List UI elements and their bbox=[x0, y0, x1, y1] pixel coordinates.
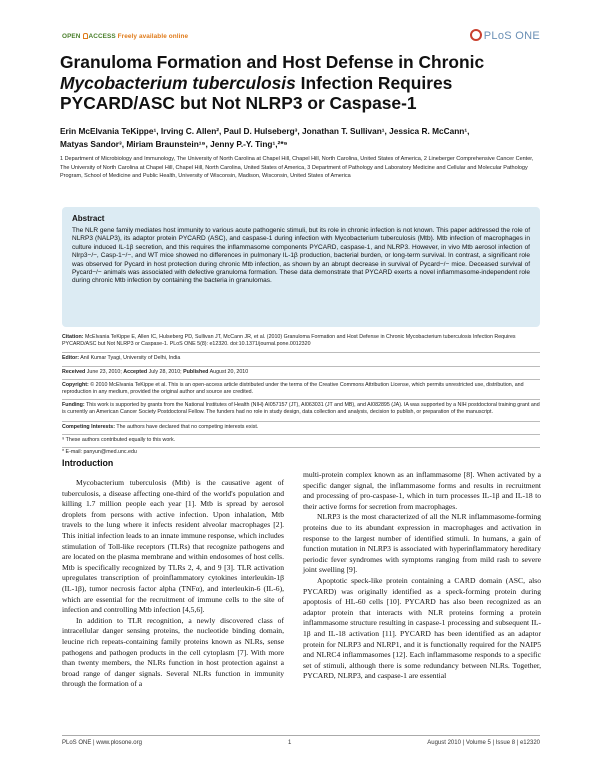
footer-journal-url[interactable]: PLoS ONE | www.plosone.org bbox=[62, 740, 142, 746]
section-heading-introduction: Introduction bbox=[62, 458, 114, 468]
author-list: Erin McElvania TeKippe¹, Irving C. Allen², Paul D. Hulseberg³, Jonathan T. Sullivan¹, Jessica R. McCann¹, Matyas Sandor³, Miriam Braunstein¹⁹, Jenny P.-Y. Ting¹,²*⁹ bbox=[60, 126, 470, 149]
open-lock-icon bbox=[83, 33, 88, 39]
plos-one-logo[interactable]: PLoS ONE bbox=[470, 29, 540, 42]
divider bbox=[62, 379, 540, 380]
editor: Editor: Anil Kumar Tyagi, University of Delhi, India bbox=[62, 355, 181, 361]
paragraph: Apoptotic speck-like protein containing a CARD domain (ASC, also PYCARD) was originally identified as a speck-forming protein during apoptosis of HL-60 cells [10]. PYCARD has also been recognized as an adaptor protein that interacts with NLR proteins forming a protein inflammasome structure resulting in caspase-1 processing and subsequent IL-1β and IL-18 activation [11]. PYCARD has been identified as an adaptor protein for NLRP3 and NLRP1, and it is functionally required for the NAIP5 and NLRC4 inflammasomes [12]. Each inflammasome responds to a specific set of stimuli, although there is some redundancy between NLRs. Together, PYCARD, NLRP3, and caspase-1 are essential bbox=[303, 575, 541, 681]
paragraph: multi-protein complex known as an inflammasome [8]. When activated by a specific danger signal, the inflammasome forms and results in recruitment and processing of pro-caspase-1, which in turn processes IL-1β and IL-18 to their active forms for secretion from macrophages. bbox=[303, 470, 541, 511]
open-access-badge[interactable]: OPEN ACCESS Freely available online bbox=[62, 33, 189, 40]
dates: Received June 23, 2010; Accepted July 28, 2010; Published August 20, 2010 bbox=[62, 369, 249, 375]
body-column-left bbox=[62, 478, 284, 690]
article-title: Granuloma Formation and Host Defense in Chronic Mycobacterium tuberculosis Infection Requires PYCARD/ASC but Not NLRP3 or Caspase-1 bbox=[60, 52, 485, 113]
funding: Funding: This work is supported by grants from the National Institutes of Health (NIH) AI057157 (JT), AI063031 (JT and MB), and AI082895 (JA). IA was supported by a NIH postdoctoral training grant and is currently an American Cancer Society Postdoctoral Fellow. The funders had no role in study design, data collection and analysis, decision to publish, or preparation of the manuscript. bbox=[62, 402, 540, 416]
divider bbox=[62, 434, 540, 435]
copyright: Copyright: © 2010 McElvania TeKippe et al. This is an open-access article distributed under the terms of the Creative Commons Attribution License, which permits unrestricted use, distribution, and reproduction in any medium, provided the original author and source are credited. bbox=[62, 382, 524, 396]
paragraph: Mycobacterium tuberculosis (Mtb) is the causative agent of tuberculosis, a disease affecting one-third of the world's population and killing 1.7 million people each year [1]. Mtb is spread by aerosol droplets from persons with active infection. Upon inhalation, Mtb travels to the lung where it infects resident alveolar macrophages [2]. This initial infection leads to an innate immune response, which includes stimulation of Toll-like receptors (TLRs) that recognize pathogens and are located on the plasma membrane and within endosomes of host cells. Mtb is specifically recognized by TLRs 2, 4, and 9 [3]. TLR activation upregulates transcription of proinflammatory cytokines interleukin-1β (IL-1β), tumor necrosis factor alpha (TNFα), and interleukin-6 (IL-6), which are essential for the recruitment of immune cells to the site of infection and controlling Mtb infection [4,5,6]. bbox=[62, 478, 284, 615]
abstract-heading: Abstract bbox=[72, 214, 105, 223]
affiliations: 1 Department of Microbiology and Immunology, The University of North Carolina at Chapel Hill, Chapel Hill, North Carolina, United States of America, 2 Lineberger Comprehensive Cancer Center, The University of North Carolina at Chapel Hill, Chapel Hill, North Carolina, United States of America, 3 Department of Pathology and Laboratory Medicine and Cellular and Molecular Pathology Program, School of Medicine and Public Health, University of Wisconsin, Madison, Wisconsin, United States of America bbox=[60, 156, 534, 180]
paragraph: NLRP3 is the most characterized of all the NLR inflammasome-forming proteins due to its abundant expression in macrophages and activation in response to the largest number of identified stimuli. In humans, a gain of function mutation in NLRP3 is associated with hyperinflammatory hereditary periodic fever syndromes with symptoms ranging from mild rash to severe joint swelling [9]. bbox=[303, 512, 541, 575]
page-number: 1 bbox=[288, 740, 292, 746]
divider bbox=[62, 447, 540, 448]
body-column-right bbox=[303, 470, 541, 682]
footer-divider bbox=[62, 735, 540, 736]
divider bbox=[62, 366, 540, 367]
competing-interests: Competing Interests: The authors have declared that no competing interests exist. bbox=[62, 424, 259, 430]
abstract-box bbox=[62, 207, 540, 327]
divider bbox=[62, 399, 540, 400]
journal-header-bar bbox=[62, 29, 540, 45]
footer-issue-info: August 2010 | Volume 5 | Issue 8 | e12320 bbox=[427, 740, 540, 746]
divider bbox=[62, 421, 540, 422]
corresponding-email[interactable]: * E-mail: panyun@med.unc.edu bbox=[62, 449, 137, 455]
abstract-text: The NLR gene family mediates host immunity to various acute pathogenic stimuli, but its role in chronic infection is not known. This paper addressed the role of NLRP3 (NALP3), its adaptor protein PYCARD (ASC), and caspase-1 during infection with Mycobacterium tuberculosis (Mtb). Mtb infection of macrophages in culture induced IL-1β secretion, and this requires the inflammasome components PYCARD, caspase-1, and NLRP3. However, in vivo Mtb aerosol infection of Nlrp3−/−, Casp-1−/−, and WT mice showed no differences in pulmonary IL-1β production, bacterial burden, or long-term survival. In contrast, a significant role was observed for Pycard in host protection during chronic Mtb infection, as shown by an abrupt decrease in survival of Pycard−/− mice. Deceased survival of Pycard−/− animals was associated with defective granuloma formation. These data demonstrate that PYCARD exerts a novel inflammasome-independent role during chronic Mtb infection by containing the bacteria in granulomas. bbox=[72, 227, 530, 285]
divider bbox=[62, 352, 540, 353]
paragraph: In addition to TLR recognition, a newly discovered class of intracellular danger sensing proteins, the nucleotide binding domain, leucine rich repeats-containing family proteins known as NLRs, sense pathogens and pathogen products in the cell cytoplasm [7]. With more than twenty members, the NLRs function in host protection against a broad range of danger signals. Several NLRs function in immunity through the formation of a bbox=[62, 615, 284, 689]
plos-logo-icon bbox=[470, 29, 482, 41]
equal-contribution-note: ⁹ These authors contributed equally to this work. bbox=[62, 437, 176, 443]
citation: Citation: McElvania TeKippe E, Allen IC, Hulseberg PD, Sullivan JT, McCann JR, et al. (2010) Granuloma Formation and Host Defense in Chronic Mycobacterium tuberculosis Infection Requires PYCARD/ASC but Not NLRP3 or Caspase-1. PLoS ONE 5(8): e12320. doi:10.1371/journal.pone.0012320 bbox=[62, 334, 516, 348]
